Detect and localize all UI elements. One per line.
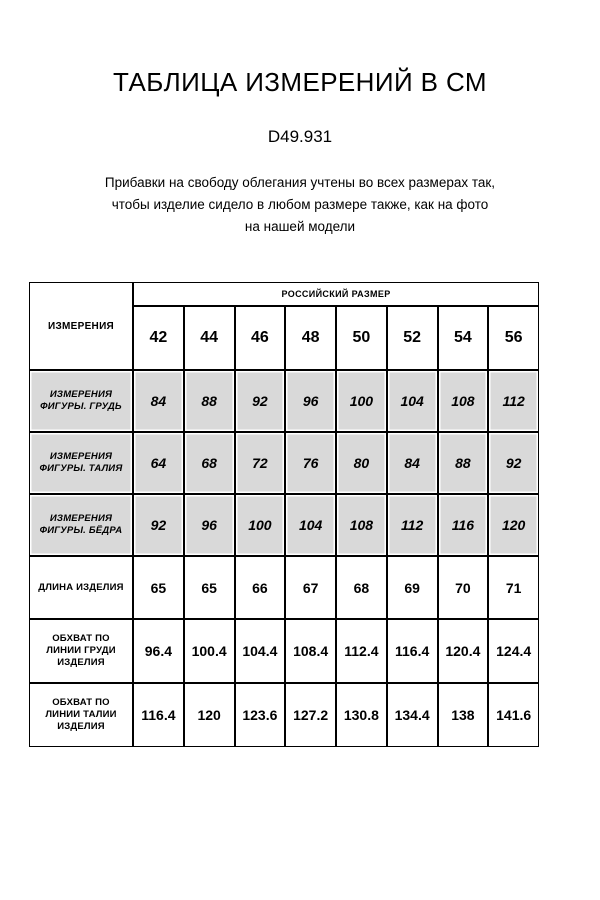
row-label-line: ФИГУРЫ. ТАЛИЯ [39,463,123,474]
measurement-cell: 108 [438,370,489,432]
row-label [29,432,133,494]
measurement-cell: 100 [336,370,387,432]
measurement-cell: 108 [336,494,387,556]
measurement-cell: 120 [488,494,539,556]
measurement-cell: 112 [488,370,539,432]
measurement-cell: 134.4 [387,683,438,747]
product-code: D49.931 [267,127,333,146]
row-label-line: ФИГУРЫ. ГРУДЬ [40,401,122,412]
measurement-cell: 84 [133,370,184,432]
measurement-cell: 141.6 [488,683,539,747]
measurement-cell: 116.4 [133,683,184,747]
measurement-cell: 96.4 [133,619,184,683]
fit-note [30,172,570,238]
measurement-cell: 72 [235,432,286,494]
size-header-46: 46 [235,306,286,370]
fit-note-line-3: на нашей модели [244,219,356,234]
measurements-table [29,282,539,747]
measurement-cell: 120.4 [438,619,489,683]
measurement-cell: 65 [184,556,235,619]
measurement-cell: 100 [235,494,286,556]
measurement-cell: 112.4 [336,619,387,683]
measurement-cell: 66 [235,556,286,619]
row-label-line: ИЗМЕРЕНИЯ [49,451,113,462]
table-row [29,494,539,556]
row-label-line: ИЗМЕРЕНИЯ [49,389,113,400]
size-header-56: 56 [488,306,539,370]
row-label-line: ФИГУРЫ. БЁДРА [39,525,123,536]
measurement-cell: 65 [133,556,184,619]
measurement-cell: 127.2 [285,683,336,747]
measurement-cell: 104.4 [235,619,286,683]
measurement-cell: 138 [438,683,489,747]
row-label-line: ОБХВАТ ПО [52,633,110,644]
measurement-cell: 123.6 [235,683,286,747]
row-label [29,556,133,619]
page-title: ТАБЛИЦА ИЗМЕРЕНИЙ В СМ [113,67,487,97]
row-label [29,370,133,432]
size-header-50: 50 [336,306,387,370]
measurement-cell: 92 [488,432,539,494]
measurement-cell: 100.4 [184,619,235,683]
measurement-cell: 69 [387,556,438,619]
table-row [29,370,539,432]
row-label-line: ЛИНИИ ТАЛИИ [45,709,117,720]
measurement-cell: 67 [285,556,336,619]
measurement-cell: 64 [133,432,184,494]
fit-note-line-1: Прибавки на свободу облегания учтены во всех размерах так, [104,175,496,190]
measurement-cell: 88 [184,370,235,432]
measurement-cell: 96 [285,370,336,432]
measurement-cell: 116 [438,494,489,556]
row-label-line: ДЛИНА ИЗДЕЛИЯ [38,581,124,593]
measurement-cell: 88 [438,432,489,494]
fit-note-line-2: чтобы изделие сидело в любом размере также, как на фото [111,197,489,212]
measurement-cell: 104 [387,370,438,432]
row-label-line: ИЗМЕРЕНИЯ [49,513,113,524]
measurement-cell: 92 [133,494,184,556]
measurement-cell: 120 [184,683,235,747]
size-header-52: 52 [387,306,438,370]
row-label-line: ЛИНИИ ГРУДИ [46,645,116,656]
measurement-cell: 68 [184,432,235,494]
row-label [29,683,133,747]
measurement-cell: 130.8 [336,683,387,747]
measurement-cell: 112 [387,494,438,556]
measurement-cell: 116.4 [387,619,438,683]
measurement-cell: 68 [336,556,387,619]
measurements-table-container [29,282,539,747]
measurement-cell: 84 [387,432,438,494]
measurement-cell: 80 [336,432,387,494]
table-header-row-group [29,282,539,306]
measurement-cell: 124.4 [488,619,539,683]
measurement-cell: 96 [184,494,235,556]
measurement-cell: 92 [235,370,286,432]
row-label-line: ОБХВАТ ПО [52,697,110,708]
table-row [29,556,539,619]
table-row [29,619,539,683]
row-label [29,619,133,683]
table-row [29,683,539,747]
table-row [29,432,539,494]
size-header-42: 42 [133,306,184,370]
measurement-cell: 71 [488,556,539,619]
measurement-cell: 104 [285,494,336,556]
size-header-54: 54 [438,306,489,370]
measurement-cell: 108.4 [285,619,336,683]
row-label-line: ИЗДЕЛИЯ [57,721,105,732]
row-label-line: ИЗДЕЛИЯ [57,657,105,668]
row-label [29,494,133,556]
measurement-cell: 70 [438,556,489,619]
size-header-48: 48 [285,306,336,370]
size-header-44: 44 [184,306,235,370]
column-header-measurements: ИЗМЕРЕНИЯ [29,282,133,370]
measurement-cell: 76 [285,432,336,494]
column-header-russian-size: РОССИЙСКИЙ РАЗМЕР [133,282,539,306]
